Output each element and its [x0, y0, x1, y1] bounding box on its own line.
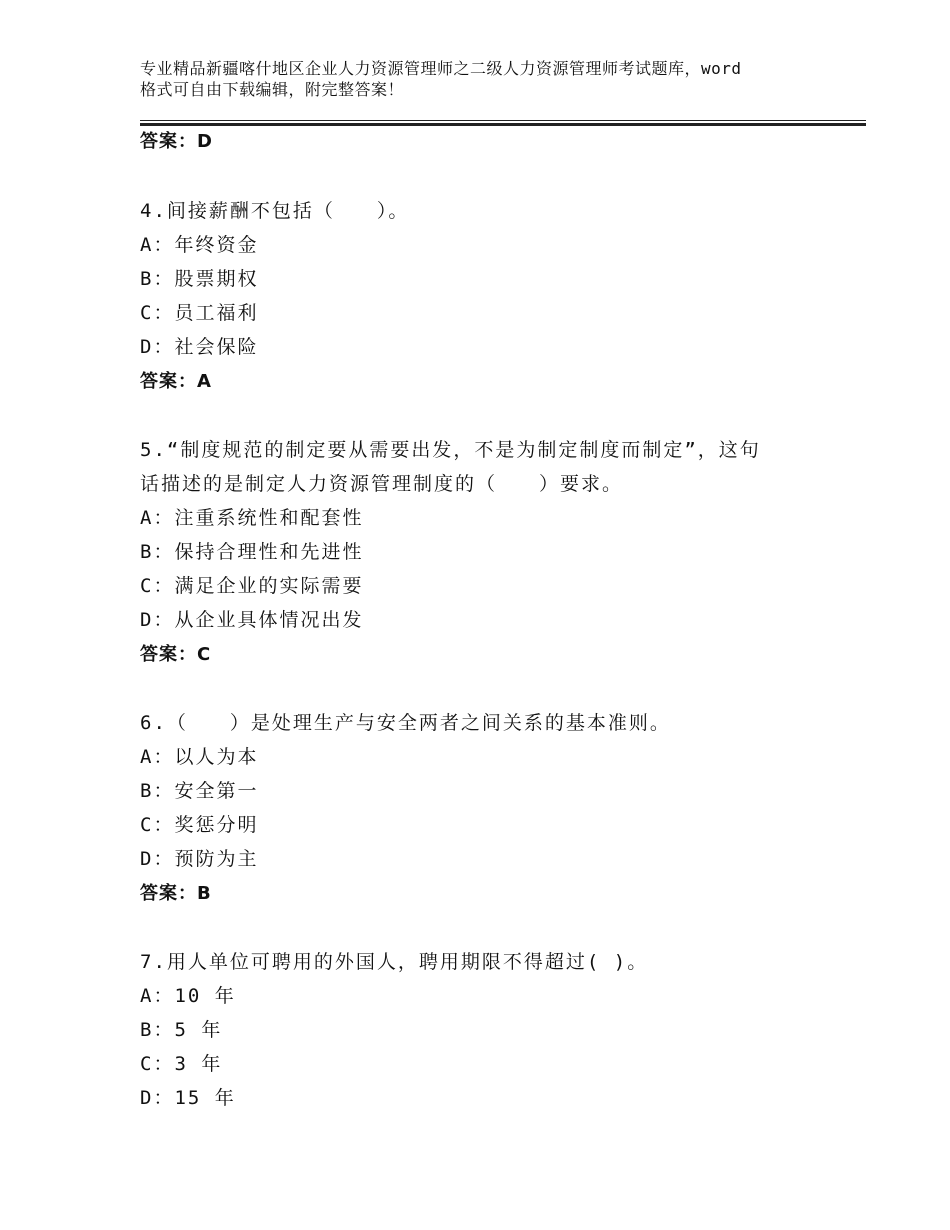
header-line-2: 格式可自由下载编辑，附完整答案！: [140, 80, 405, 99]
previous-answer: 答案：D: [140, 131, 213, 152]
question-6-option-b: B：安全第一: [140, 780, 259, 802]
question-6-option-c: C：奖惩分明: [140, 814, 259, 836]
question-4-option-b: B：股票期权: [140, 268, 259, 290]
header-divider-thick: [140, 123, 866, 126]
question-4-stem: 4.间接薪酬不包括（ ）。: [140, 200, 410, 222]
question-6-option-a: A：以人为本: [140, 746, 259, 768]
question-6-answer: 答案：B: [140, 883, 212, 904]
question-6-option-d: D：预防为主: [140, 848, 259, 870]
question-7-option-a: A：10 年: [140, 985, 236, 1007]
question-5-answer: 答案：C: [140, 644, 212, 665]
question-5-option-c: C：满足企业的实际需要: [140, 575, 364, 597]
question-4-answer: 答案：A: [140, 371, 212, 392]
question-7-option-d: D：15 年: [140, 1087, 236, 1109]
header-divider-thin: [140, 120, 866, 121]
question-5-option-d: D：从企业具体情况出发: [140, 609, 364, 631]
question-5-option-b: B：保持合理性和先进性: [140, 541, 364, 563]
question-4-option-c: C：员工福利: [140, 302, 259, 324]
question-4-option-d: D：社会保险: [140, 336, 259, 358]
question-7-option-c: C：3 年: [140, 1053, 223, 1075]
header-line-1: 专业精品新疆喀什地区企业人力资源管理师之二级人力资源管理师考试题库，word: [140, 59, 742, 78]
question-5-stem-line-2: 话描述的是制定人力资源管理制度的（ ）要求。: [140, 473, 624, 495]
question-6-stem: 6.（ ）是处理生产与安全两者之间关系的基本准则。: [140, 712, 671, 734]
question-5-option-a: A：注重系统性和配套性: [140, 507, 364, 529]
document-header: [140, 58, 840, 100]
question-4-option-a: A：年终资金: [140, 234, 259, 256]
question-5-stem-line-1: 5.“制度规范的制定要从需要出发，不是为制定制度而制定”，这句: [140, 439, 761, 461]
question-7-stem: 7.用人单位可聘用的外国人，聘用期限不得超过( )。: [140, 951, 649, 973]
question-7-option-b: B：5 年: [140, 1019, 223, 1041]
